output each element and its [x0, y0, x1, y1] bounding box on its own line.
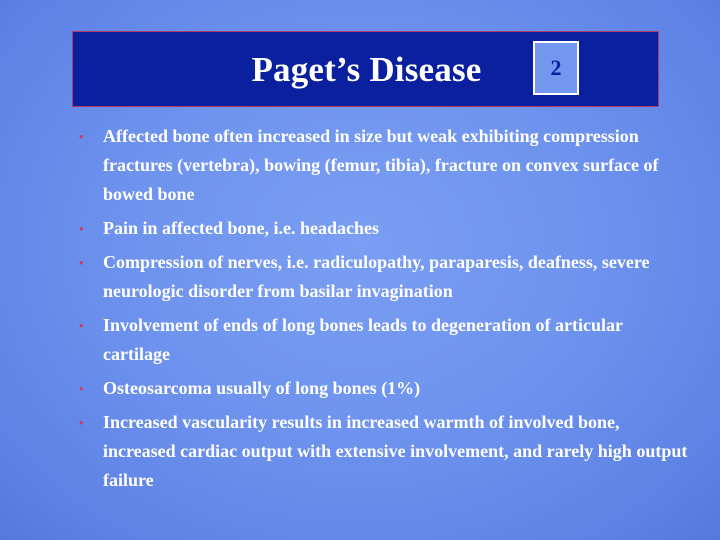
- bullet-item: [72, 214, 692, 243]
- bullet-text: Compression of nerves, i.e. radiculopathy, paraparesis, deafness, severe neurologic disorder from basilar invagination: [103, 252, 650, 301]
- slide-number-badge: 2: [533, 41, 579, 95]
- bullet-item: [72, 122, 692, 209]
- bullet-marker-icon: •: [79, 415, 84, 430]
- bullet-item: [72, 374, 692, 403]
- bullet-text: Involvement of ends of long bones leads to degeneration of articular cartilage: [103, 315, 623, 364]
- bullet-item: [72, 311, 692, 369]
- bullet-text: Osteosarcoma usually of long bones (1%): [103, 378, 421, 398]
- bullet-item: [72, 248, 692, 306]
- bullet-text: Increased vascularity results in increased warmth of involved bone, increased cardiac output with extensive involvement, and rarely high output failure: [103, 412, 688, 490]
- bullet-text: Pain in affected bone, i.e. headaches: [103, 218, 379, 238]
- slide-title: Paget’s Disease: [251, 50, 482, 89]
- bullet-item: [72, 408, 692, 495]
- bullet-marker-icon: •: [79, 381, 84, 396]
- bullet-marker-icon: •: [79, 221, 84, 236]
- bullet-marker-icon: •: [79, 318, 84, 333]
- title-banner: [72, 31, 659, 107]
- bullet-text: Affected bone often increased in size but weak exhibiting compression fractures (vertebra), bowing (femur, tibia), fracture on convex surface of bowed bone: [103, 126, 659, 204]
- bullet-marker-icon: •: [79, 255, 84, 270]
- bullet-marker-icon: •: [79, 129, 84, 144]
- bullet-list: [72, 122, 692, 500]
